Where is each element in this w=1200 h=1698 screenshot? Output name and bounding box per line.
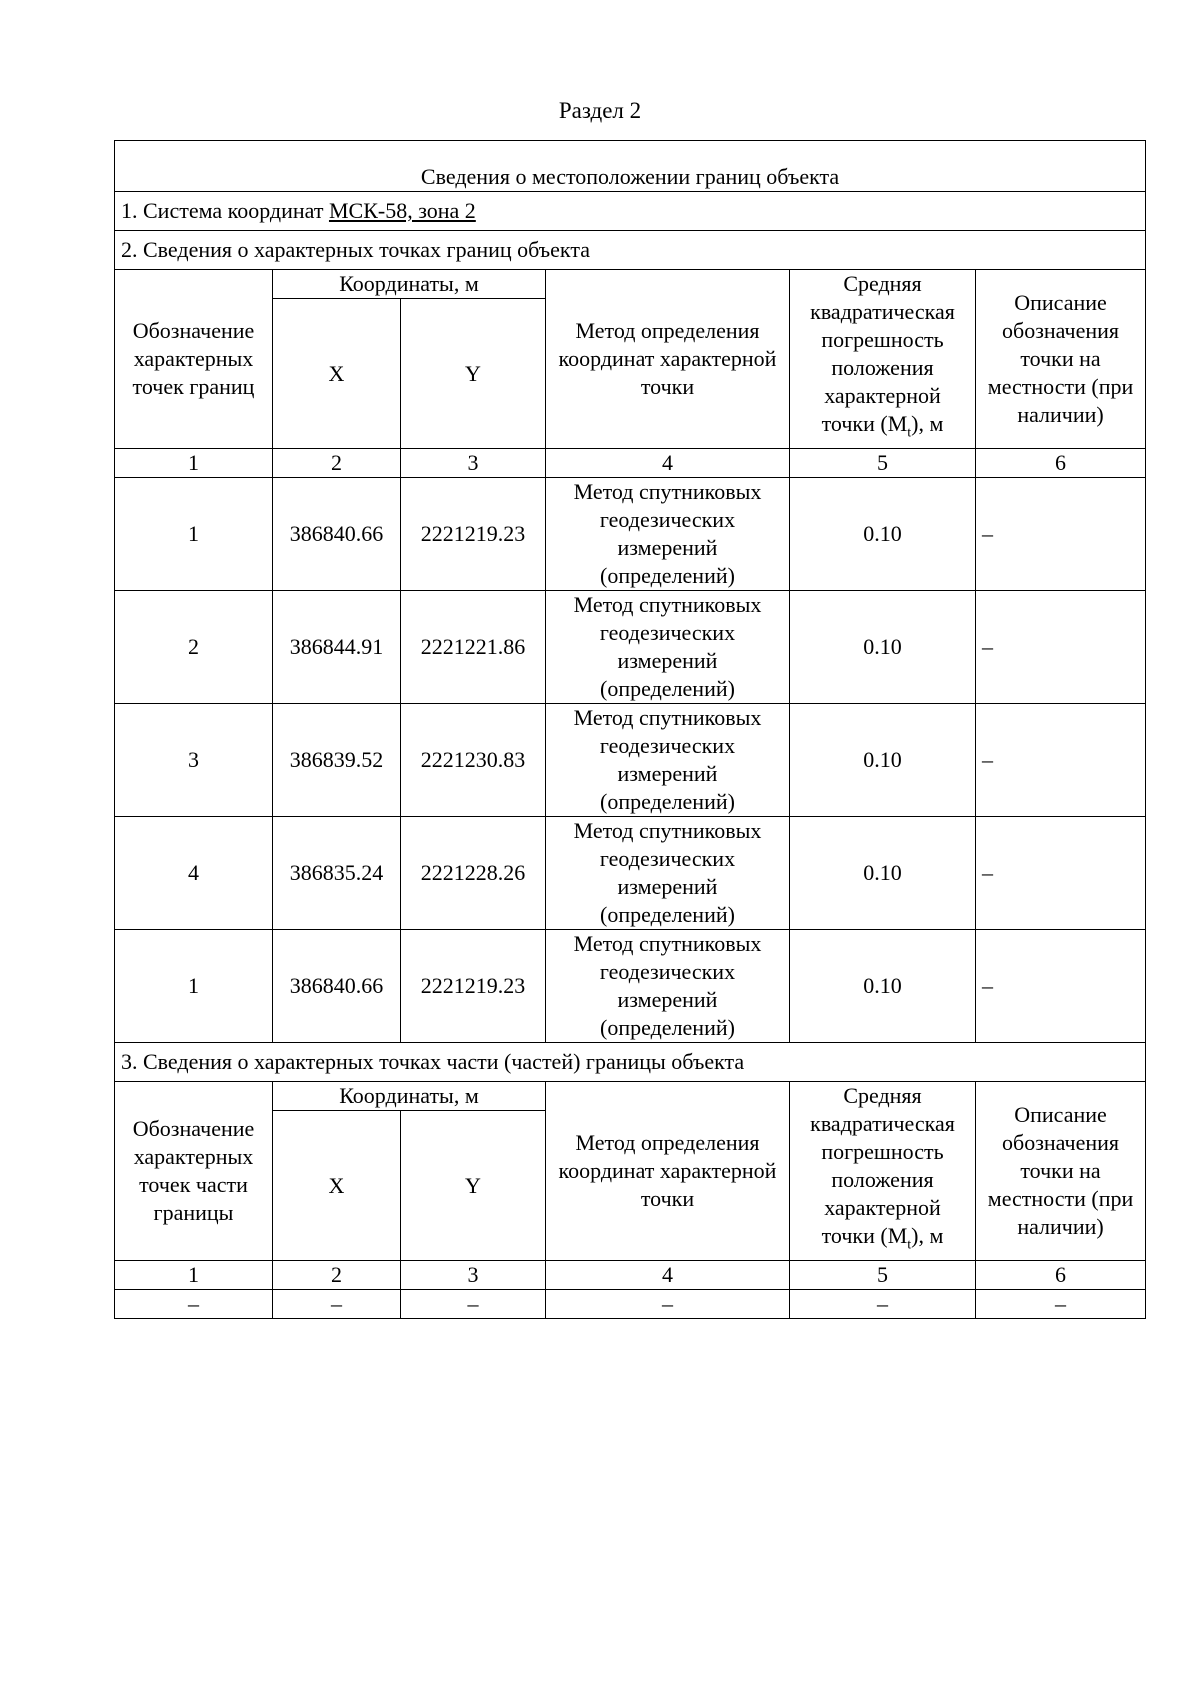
description-cell: – — [976, 478, 1146, 591]
part3-heading: 3. Сведения о характерных точках части (частей) границы объекта — [115, 1043, 1146, 1082]
column-numbers-row — [115, 449, 1146, 478]
point-cell: 1 — [115, 930, 273, 1043]
method-cell: Метод спутниковых геодезических измерений (определений) — [546, 817, 790, 930]
error-cell: 0.10 — [790, 930, 976, 1043]
table-row — [115, 478, 1146, 591]
x-cell: – — [273, 1290, 401, 1319]
header-y: Y — [401, 299, 546, 449]
column-number: 1 — [115, 449, 273, 478]
error-cell: 0.10 — [790, 817, 976, 930]
method-cell: Метод спутниковых геодезических измерений (определений) — [546, 591, 790, 704]
column-number: 5 — [790, 449, 976, 478]
section-label: Раздел 2 — [558, 98, 642, 123]
y-cell: 2221221.86 — [401, 591, 546, 704]
point-cell: 4 — [115, 817, 273, 930]
column-number: 3 — [401, 1261, 546, 1290]
error-cell: – — [790, 1290, 976, 1319]
column-number: 5 — [790, 1261, 976, 1290]
table-row — [115, 930, 1146, 1043]
column-number: 6 — [976, 1261, 1146, 1290]
x-cell: 386840.66 — [273, 478, 401, 591]
point-cell: 3 — [115, 704, 273, 817]
header-x: X — [273, 299, 401, 449]
header-method: Метод определения координат характерной точки — [546, 1082, 790, 1261]
column-numbers-row — [115, 1261, 1146, 1290]
header-designation: Обозначение характерных точек части границы — [115, 1082, 273, 1261]
column-number: 4 — [546, 449, 790, 478]
column-number: 6 — [976, 449, 1146, 478]
header-description: Описание обозначения точки на местности (при наличии) — [976, 270, 1146, 449]
point-cell: 1 — [115, 478, 273, 591]
column-number: 2 — [273, 1261, 401, 1290]
error-cell: 0.10 — [790, 704, 976, 817]
description-cell: – — [976, 930, 1146, 1043]
error-cell: 0.10 — [790, 591, 976, 704]
x-cell: 386839.52 — [273, 704, 401, 817]
column-number: 2 — [273, 449, 401, 478]
header-designation: Обозначение характерных точек границ — [115, 270, 273, 449]
description-cell: – — [976, 817, 1146, 930]
method-cell: Метод спутниковых геодезических измерений (определений) — [546, 704, 790, 817]
header-method: Метод определения координат характерной точки — [546, 270, 790, 449]
description-cell: – — [976, 1290, 1146, 1319]
description-cell: – — [976, 591, 1146, 704]
x-cell: 386835.24 — [273, 817, 401, 930]
error-cell: 0.10 — [790, 478, 976, 591]
point-cell: – — [115, 1290, 273, 1319]
header-x: X — [273, 1111, 401, 1261]
table-title: Сведения о местоположении границ объекта — [115, 141, 1146, 192]
description-cell: – — [976, 704, 1146, 817]
y-cell: 2221230.83 — [401, 704, 546, 817]
column-number: 1 — [115, 1261, 273, 1290]
method-cell: – — [546, 1290, 790, 1319]
y-cell: 2221219.23 — [401, 478, 546, 591]
header-y: Y — [401, 1111, 546, 1261]
method-cell: Метод спутниковых геодезических измерений (определений) — [546, 930, 790, 1043]
point-cell: 2 — [115, 591, 273, 704]
y-cell: 2221219.23 — [401, 930, 546, 1043]
table-row — [115, 704, 1146, 817]
coord-system-row — [115, 192, 1146, 231]
header-error: Средняя квадратическая погрешность положения характерной точки $(M_t)$, м — [790, 1082, 976, 1261]
method-cell: Метод спутниковых геодезических измерений (определений) — [546, 478, 790, 591]
coord-system-value: МСК-58, зона 2 — [328, 198, 476, 223]
x-cell: 386840.66 — [273, 930, 401, 1043]
boundary-table — [114, 140, 1146, 1319]
header-coordinates: Координаты, м — [273, 270, 546, 299]
table-row — [115, 817, 1146, 930]
y-cell: – — [401, 1290, 546, 1319]
header-description: Описание обозначения точки на местности (при наличии) — [976, 1082, 1146, 1261]
header-error: Средняя квадратическая погрешность положения характерной точки $(M_t)$, м — [790, 270, 976, 449]
column-number: 3 — [401, 449, 546, 478]
x-cell: 386844.91 — [273, 591, 401, 704]
coord-system-prefix: 1. Система координат — [121, 198, 329, 223]
part2-heading: 2. Сведения о характерных точках границ объекта — [115, 231, 1146, 270]
table-row — [115, 591, 1146, 704]
header-coordinates: Координаты, м — [273, 1082, 546, 1111]
table-row — [115, 1290, 1146, 1319]
column-number: 4 — [546, 1261, 790, 1290]
y-cell: 2221228.26 — [401, 817, 546, 930]
